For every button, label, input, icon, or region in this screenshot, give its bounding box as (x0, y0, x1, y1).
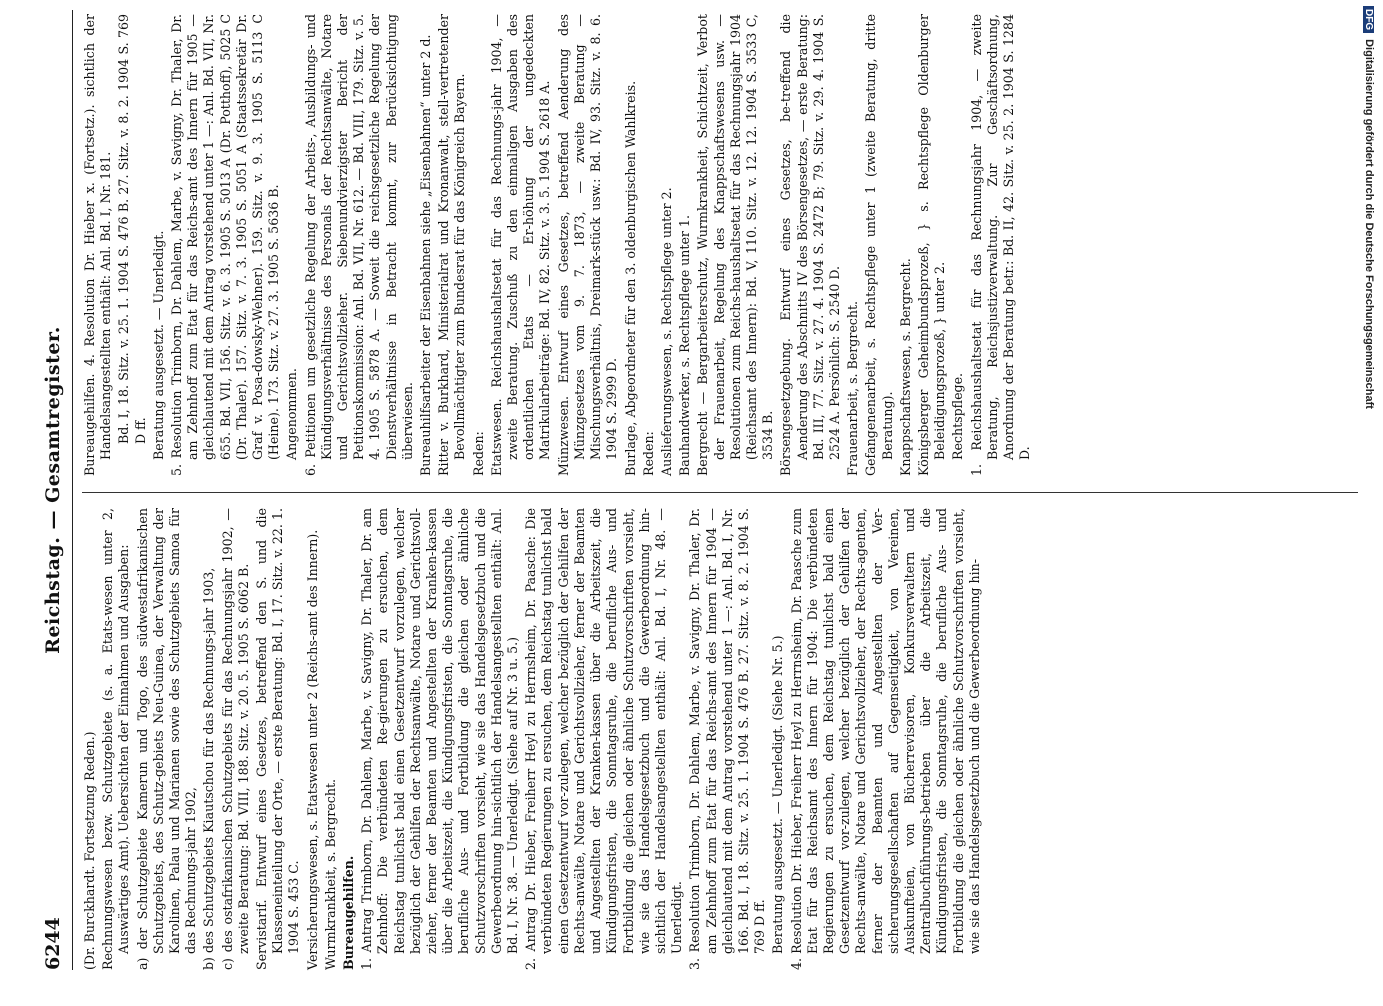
item-4: 4. Resolution Dr. Hieber, Freiherr Heyl zu Herrnsheim, Dr. Paasche zum Etat für das Reichsamt des Innern für 1904: Die verbündeten Regierungen zu ersuchen, dem Reichstag tunlichst bald einen Gesetzentwurf vor-zulegen, welcher bezüglich der Gehilfen der Rechts-anwälte, Notare und Gerichtsvollzieher, der Rechts-agenten, ferner der Beamten und Angestellten der Ver-sicherungsgesellschaften auf Gegenseitigkeit, von Vereinen, Auskunfteien, von Bücherrevisoren, Konkursverwaltern und Zentralbuchführungs-betrieben über die Arbeitszeit, die Kündigungsfristen, die Sonntagsruhe, die berufliche Aus- und Fortbildung die gleichen oder ähnliche Schutzvorschriften vorsieht, wie sie das Handelsgesetzbuch und die Gewerbeordnung hin- (788, 508, 982, 970)
entry-wurmkrankheit: Wurmkrankheit, s. Bergrecht. (322, 778, 338, 970)
item-3-status: Beratung ausgesetzt. — Unerledigt. (Siehe Nr. 5.) (770, 635, 786, 954)
entry-bauhandwerker: Bauhandwerker, s. Rechtspflege unter 1. (677, 215, 693, 476)
entry-etatswesen: Etatswesen. Reichshaushaltsetat für das Rechnungs-jahr 1904, — zweite Beratung. Zuschuß zu den einmaligen Ausgaben des ordentlichen Etats — Er-höhung der ungedeckten Matrikularbeiträge: Bd. IV, 82. Sitz. v. 3. 5. 1904 S. 2618 A. (488, 14, 553, 476)
item-1: 1. Antrag Trimborn, Dr. Dahlem, Marbe, v. Savigny, Dr. Thaler, Dr. am Zehnhoff: Die verbündeten Re-gierungen zu ersuchen, dem Reichstag tunlichst bald einen Gesetzentwurf vorzulegen, welcher bezüglich der Gehilfen der Rechtsanwälte, Notare und Gerichtsvoll-zieher, ferner der Beamten und Angestellten der Kranken-kassen über die Arbeitszeit, die Kündigungsfristen, die Sonntagsruhe, die berufliche Aus- und Fortbildung die gleichen oder ähnliche Schutzvorschriften vorsieht, wie sie das Handelsgesetzbuch und die Gewerbeordnung hin-sichtlich der Handelsangestellten enthält: Anl. Bd. I, Nr. 38. — Unerledigt. (Siehe auf Nr. 3 u. 5.) (359, 508, 521, 970)
entry-versicherungswesen: Versicherungswesen, s. Etatswesen unter 2 (Reichs-amt des Innern). (304, 529, 320, 970)
entry-auslieferungswesen: Auslieferungswesen, s. Rechtspflege unter 2. (658, 187, 674, 476)
entry-burlage: Burlage, Abgeordneter für den 3. oldenburgischen Wahlkreis. (622, 80, 638, 476)
running-head (38, 10, 73, 970)
item-4-continued: Bureaugehilfen. 4. Resolution Dr. Hieber x. (Fortsetz.). sichtlich der Handelsangestellten enthält: Anl. Bd. I, Nr. 181. (82, 14, 114, 476)
entry-bureauhilfsarbeiter: Bureauhilfsarbeiter der Eisenbahnen siehe „Eisenbahnen“ unter 2 d. (418, 34, 434, 476)
item-3: 3. Resolution Trimborn, Dr. Dahlem, Marbe, v. Savigny, Dr. Thaler, Dr. am Zehnhoff zum Etat für das Reichs-amt des Innern für 1904 — gleichlautend mit dem Antrag vorstehend unter 1 —: Anl. Bd. I, Nr. 166. Bd. I, 18. Sitz. v. 25. 1. 1904 S. 476 B. 27. Sitz. v. 8. 2. 1904 S. 769 D ff. (687, 508, 768, 970)
sidebar-strip (1357, 6, 1375, 1006)
entry-boersengesetzgebung: Börsengesetzgebung. Entwurf eines Gesetzes, be-treffend die Aenderung des Abschnitts IV des Börsengesetzes, — erste Beratung: Bd. III, 77. Sitz. v. 27. 4. 1904 S. 2472 B; 79. Sitz. v. 29. 4. 1904 S. 2524 A. Persönlich: S. 2540 D. (778, 14, 842, 476)
page-title: Reichstag. — Gesamtregister. (42, 326, 64, 654)
item-2: 2. Antrag Dr. Hieber, Freiherr Heyl zu Herrnsheim, Dr. Paasche: Die verbündeten Regierungen zu ersuchen, dem Reichstag tunlichst bald einen Gesetzentwurf vor-zulegen, welcher bezüglich der Gehilfen der Rechts-anwälte, Notare und Gerichtsvollzieher, ferner der Beamten und Angestellten der Kranken-kassen über die Arbeitszeit, die Kündigungsfristen, die Sonntagsruhe, die berufliche Aus- und Fortbildung die gleichen oder ähnliche Schutzvorschriften vorsieht, wie sie das Handelsgesetzbuch und die Gewerbeordnung hin-sichtlich der Handelsangestellten enthält: Anl. Bd. I, Nr. 48. — Unerledigt. (523, 508, 685, 970)
label-reden-1: Reden: (470, 431, 486, 476)
entry-gefangenenarbeit: Gefangenenarbeit, s. Rechtspflege unter 1 (zweite Beratung, dritte Beratung). (863, 14, 895, 476)
sub-entry-c: c) des ostafrikanischen Schutzgebiets für das Rechnungsjahr 1902, — zweite Beratung: Bd. VIII, 188. Sitz. v. 20. 5. 1905 S. 6062 B. (219, 508, 251, 970)
item-4-citations: Bd. I, 18. Sitz. v. 25. 1. 1904 S. 476 B. 27. Sitz. v. 8. 2. 1904 S. 769 D ff. (116, 14, 148, 444)
entry-rechnungswesen: Rechnungswesen bezw. Schutzgebiete (s. a. Etats-wesen unter 2, Auswärtiges Amt). Uebersichten der Einnahmen und Ausgaben: (100, 508, 132, 970)
sidebar-credit: Digitalisierung gefördert durch die Deutsche Forschungsgemeinschaft (1363, 39, 1375, 409)
item-5-status: Angenommen. (284, 368, 300, 460)
entry-servistarif: Servistarif. Entwurf eines Gesetzes, betreffend den S. und die Klasseneinteilung der Orte, — erste Beratung: Bd. I, 17. Sitz. v. 22. 1. 1904 S. 453 C. (254, 508, 302, 970)
label-reden-2: Reden: (640, 431, 656, 476)
item-4-status: Beratung ausgesetzt. — Unerledigt. (150, 230, 166, 460)
entry-burkhard: Ritter v. Burkhard, Ministerialrat und Kronanwalt, stell-vertretender Bevollmächtigter zum Bundesrat für das Königreich Bayern. (436, 14, 468, 476)
entry-rechtspflege-1: 1. Reichshaushaltsetat für das Rechnungsjahr 1904, — zweite Beratung, Reichsjustizverwaltung. Zur Geschäftsordnung, Anordnung der Beratung betr.: Bd. II, 42. Sitz. v. 25. 2. 1904 S. 1284 D. (968, 14, 1033, 476)
rotated-register-page (38, 10, 1358, 970)
entry-bergrecht: Bergrecht — Bergarbeiterschutz, Wurmkrankheit, Schichtzeit, Verbot der Frauenarbeit, Regelung des Knappschaftswesens usw. — Resolutionen zum Reichs-haushaltsetat für das Rechnungsjahr 1904 (Reichsamt des Innern): Bd. V, 110. Sitz. v. 12. 12. 1904 S. 3533 C, 3534 B. (695, 14, 776, 476)
heading-bureaugehilfen: Bureaugehilfen. (341, 855, 357, 970)
entry-muenzwesen: Münzwesen. Entwurf eines Gesetzes, betreffend Aenderung des Münzgesetzes vom 9. 7. 1873, — zweite Beratung — Mischungsverhältnis, Dreimark-stück usw.: Bd. IV, 93. Sitz. v. 8. 6. 1904 S. 2999 D. (555, 14, 620, 476)
page-number: 6244 (42, 917, 64, 970)
column-rule (82, 492, 1358, 493)
sub-entry-a: a) der Schutzgebiete Kamerun und Togo, des südwestafrikanischen Schutzgebiets, des Schutz-gebiets Neu-Guinea, der Verwaltung der Karolinen, Palau und Marianen sowie des Schutzgebiets Samoa für das Rechnungs-jahr 1902, (134, 508, 199, 970)
right-column (82, 14, 1358, 476)
digitization-sidebar (1355, 6, 1377, 996)
sub-entry-b: b) des Schutzgebiets Kiautschou für das Rechnungs-jahr 1903, (201, 567, 217, 970)
item-5: 5. Resolution Trimborn, Dr. Dahlem, Marbe, v. Savigny, Dr. Thaler, Dr. am Zehnhoff zum Etat für das Reichs-amt des Innern für 1905 — gleichlautend mit dem Antrag vorstehend unter 1 —: Anl. Bd. VII, Nr. 655. Bd. VII, 156. Sitz. v. 6. 3. 1905 S. 5013 A (Dr. Potthoff), 5025 C (Dr. Thaler). 157. Sitz. v. 7. 3. 1905 S. 5051 A (Staatssekretär Dr. Graf v. Posa-dowsky-Wehner). 159. Sitz. v. 9. 3. 1905 S. 5113 C (Heine). 173. Sitz. v. 27. 3. 1905 S. 5636 B. (169, 14, 282, 476)
entry-frauenarbeit: Frauenarbeit, s. Bergrecht. (845, 300, 861, 476)
continuation-header: (Dr. Burckhardt. Fortsetzung Reden.) (82, 731, 97, 970)
entry-knappschaftswesen: Knappschaftswesen, s. Bergrecht. (897, 258, 913, 476)
entry-prozesse: Königsberger Geheimbundsprozeß, } s. Rechtspflege Oldenburger Beleidigungsprozeß, } unter 2. (915, 14, 948, 476)
left-column (82, 508, 1358, 970)
dfg-logo: DFG (1363, 6, 1374, 33)
item-6: 6. Petitionen um gesetzliche Regelung der Arbeits-, Ausbildungs- und Kündigungsverhältnisse des Personals der Rechtsanwälte, Notare und Gerichtsvollzieher. Siebenundvierzigster Bericht der Petitionskommission: Anl. Bd. VII, Nr. 612. — Bd. VIII, 179. Sitz. v. 5. 4. 1905 S. 5878 A. — Soweit die reichsgesetzliche Regelung der Dienstverhältnisse in Betracht kommt, zur Berücksichtigung überwiesen. (302, 14, 415, 476)
entry-rechtspflege: Rechtspflege. (950, 372, 966, 460)
